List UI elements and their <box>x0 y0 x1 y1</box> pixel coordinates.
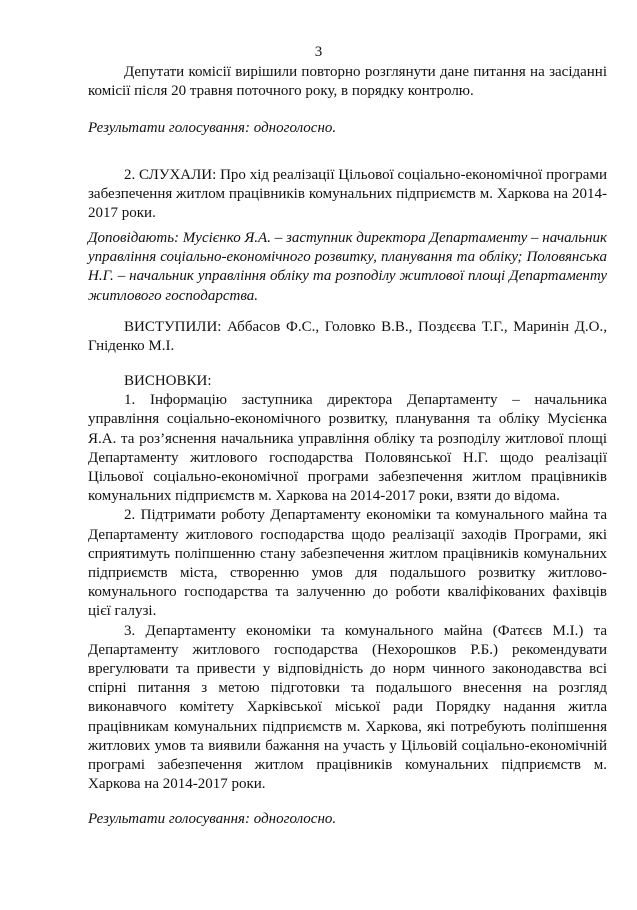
vote-result-2-text: Результати голосування: одноголосно. <box>88 811 337 827</box>
conclusion-item: 2. Підтримати роботу Департаменту економіки та комунального майна та Департаменту житлового господарства щодо реалізації заходів Програми, які сприятимуть поліпшенню стану забезпечення житлом працівників комунальних підприємств міста, створенню умов для подальшого розвитку житлово-комунального господарства та залученню до роботи кваліфікованих фахівців цієї галузі. <box>88 507 607 620</box>
conclusions-section <box>88 372 607 794</box>
speakers-section <box>88 229 607 306</box>
conclusion-item: 1. Інформацію заступника директора Департаменту – начальника управління соціально-економічного розвитку, планування та обліку Мусієнка Я.А. та роз’яснення начальника управління обліку та розподілу житлової площі Департаменту житлового господарства Половянської Н.Г. щодо реалізації Цільової соціально-економічної програми забезпечення житлом працівників комунальних підприємств м. Харкова на 2014-2017 роки, взяти до відома. <box>88 392 607 505</box>
vote-result-1-text: Результати голосування: одноголосно. <box>88 120 337 136</box>
spoke-text: ВИСТУПИЛИ: Аббасов Ф.С., Головко В.В., Поздєєва Т.Г., Маринін Д.О., Гніденко М.І. <box>88 319 607 355</box>
intro-text: Депутати комісії вирішили повторно розглянути дане питання на засіданні комісії після 20 травня поточного року, в порядку контролю. <box>88 64 607 100</box>
conclusions-heading: ВИСНОВКИ: <box>124 373 212 389</box>
vote-result-2 <box>88 810 607 829</box>
page-number: 3 <box>314 44 323 60</box>
intro-paragraph <box>88 63 607 101</box>
speakers-text: Доповідають: Мусієнко Я.А. – заступник директора Департаменту – начальник управління соціально-економічного розвитку, планування та обліку; Половянська Н.Г. – начальник управління обліку та розподілу житлової площі Департаменту житлового господарства. <box>88 230 607 304</box>
conclusion-item: 3. Департаменту економіки та комунального майна (Фатєєв М.І.) та Департаменту житлового господарства (Нехорошков Р.Б.) рекомендувати врегулювати та привести у відповідність до норм чинного законодавства всі спірні питання з метою підготовки та подальшого внесення на розгляд виконавчого комітету Харківської міської ради Порядку надання житла працівникам комунальних підприємств м. Харкова, які потребують поліпшення житлових умов та виявили бажання на участь у Цільовій соціально-економічній програмі забезпечення житлом працівників комунальних підприємств м. Харкова на 2014-2017 роки. <box>88 622 607 793</box>
heard-section <box>88 166 607 224</box>
spoke-section <box>88 318 607 356</box>
heard-text: 2. СЛУХАЛИ: Про хід реалізації Цільової соціально-економічної програми забезпечення житлом працівників комунальних підприємств м. Харкова на 2014-2017 роки. <box>88 167 607 222</box>
vote-result-1 <box>88 119 607 138</box>
